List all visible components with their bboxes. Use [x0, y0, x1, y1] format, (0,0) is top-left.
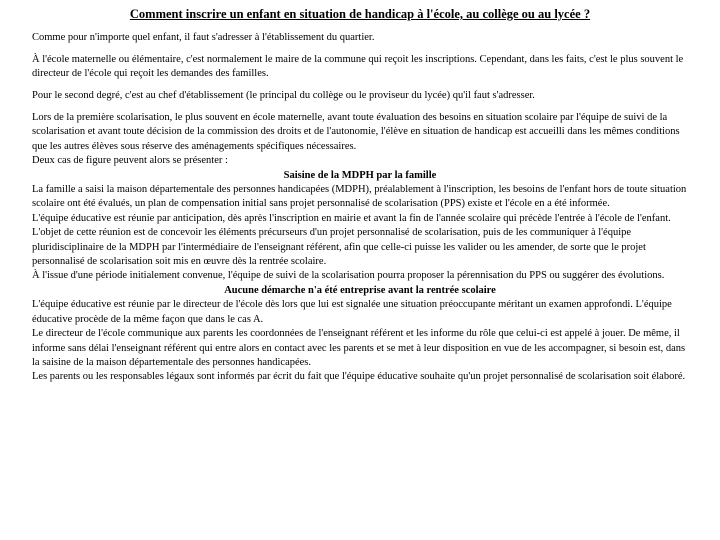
case-a-paragraph-1: La famille a saisi la maison départementale des personnes handicapées (MDPH), préalablement à l'inscription, les besoins de l'enfant hors de toute situation scolaire ont été évalués, un plan de compensation initial sans projet personnalisé de scolarisation (PPS) existe et l'école en a été informée.: [32, 184, 687, 210]
intro-paragraph-3: Pour le second degré, c'est au chef d'établissement (le principal du collège ou le proviseur du lycée) qu'il faut s'adresser.: [32, 90, 535, 101]
intro-paragraph-1: Comme pour n'importe quel enfant, il faut s'adresser à l'établissement du quartier.: [32, 32, 375, 43]
case-b-paragraph-2: Le directeur de l'école communique aux parents les coordonnées de l'enseignant référent et les informe du rôle que celui-ci est appelé à jouer. De même, il informe sans délai l'enseignant référent qui entre alors en contact avec les parents et se met à leur disposition en vue de les accompagner, si besoin est, dans la saisine de la maison départementale des personnes handicapées.: [32, 328, 686, 368]
case-b-paragraph-1: L'équipe éducative est réunie par le directeur de l'école dès lors que lui est signalée une situation préoccupante méritant un examen approfondi. L'équipe éducative procède de la même façon que dans le cas A.: [32, 299, 672, 325]
intro-paragraph-2: À l'école maternelle ou élémentaire, c'est normalement le maire de la commune qui reçoit les inscriptions. Cependant, dans les faits, c'est le plus souvent le directeur de l'école qui reçoit les demandes des familles.: [32, 54, 684, 79]
scolarisation-section: [32, 111, 688, 385]
case-a-heading: Saisine de la MDPH par la famille: [283, 169, 437, 181]
case-b-paragraph-3: Les parents ou les responsables légaux sont informés par écrit du fait que l'équipe éducative souhaite qu'un projet personnalisé de scolarisation soit élaboré.: [32, 371, 686, 383]
case-a-paragraph-3: À l'issue d'une période initialement convenue, l'équipe de suivi de la scolarisation pourra proposer la pérennisation du PPS ou suggérer des évolutions.: [32, 270, 665, 282]
cases-intro: Deux cas de figure peuvent alors se présenter :: [32, 155, 228, 167]
scolarisation-intro: Lors de la première scolarisation, le plus souvent en école maternelle, avant toute évaluation des besoins en situation scolaire par l'équipe de suivi de la scolarisation et avant toute décision de la commission des droits et de l'autonomie, l'élève en situation de handicap est accueilli dans les mêmes conditions que les autres élèves sous réserve des aménagements spécifiques nécessaires.: [32, 112, 680, 152]
case-b-heading: Aucune démarche n'a été entreprise avant la rentrée scolaire: [224, 284, 496, 296]
case-a-paragraph-2: L'équipe éducative est réunie par anticipation, dès après l'inscription en mairie et avant la fin de l'année scolaire qui précède l'entrée à l'école de l'enfant. L'objet de cette réunion est de concevoir les éléments précurseurs d'un projet personnalisé de scolarisation, puis de les communiquer à l'équipe pluridisciplinaire de la MDPH par l'intermédiaire de l'enseignant référent, afin que celle-ci puisse les valider ou les amender, de sorte que le projet personnalisé de scolarisation soit mis en œuvre dès la rentrée scolaire.: [32, 212, 671, 268]
document-title: Comment inscrire un enfant en situation de handicap à l'école, au collège ou au lycée ?: [129, 7, 591, 21]
